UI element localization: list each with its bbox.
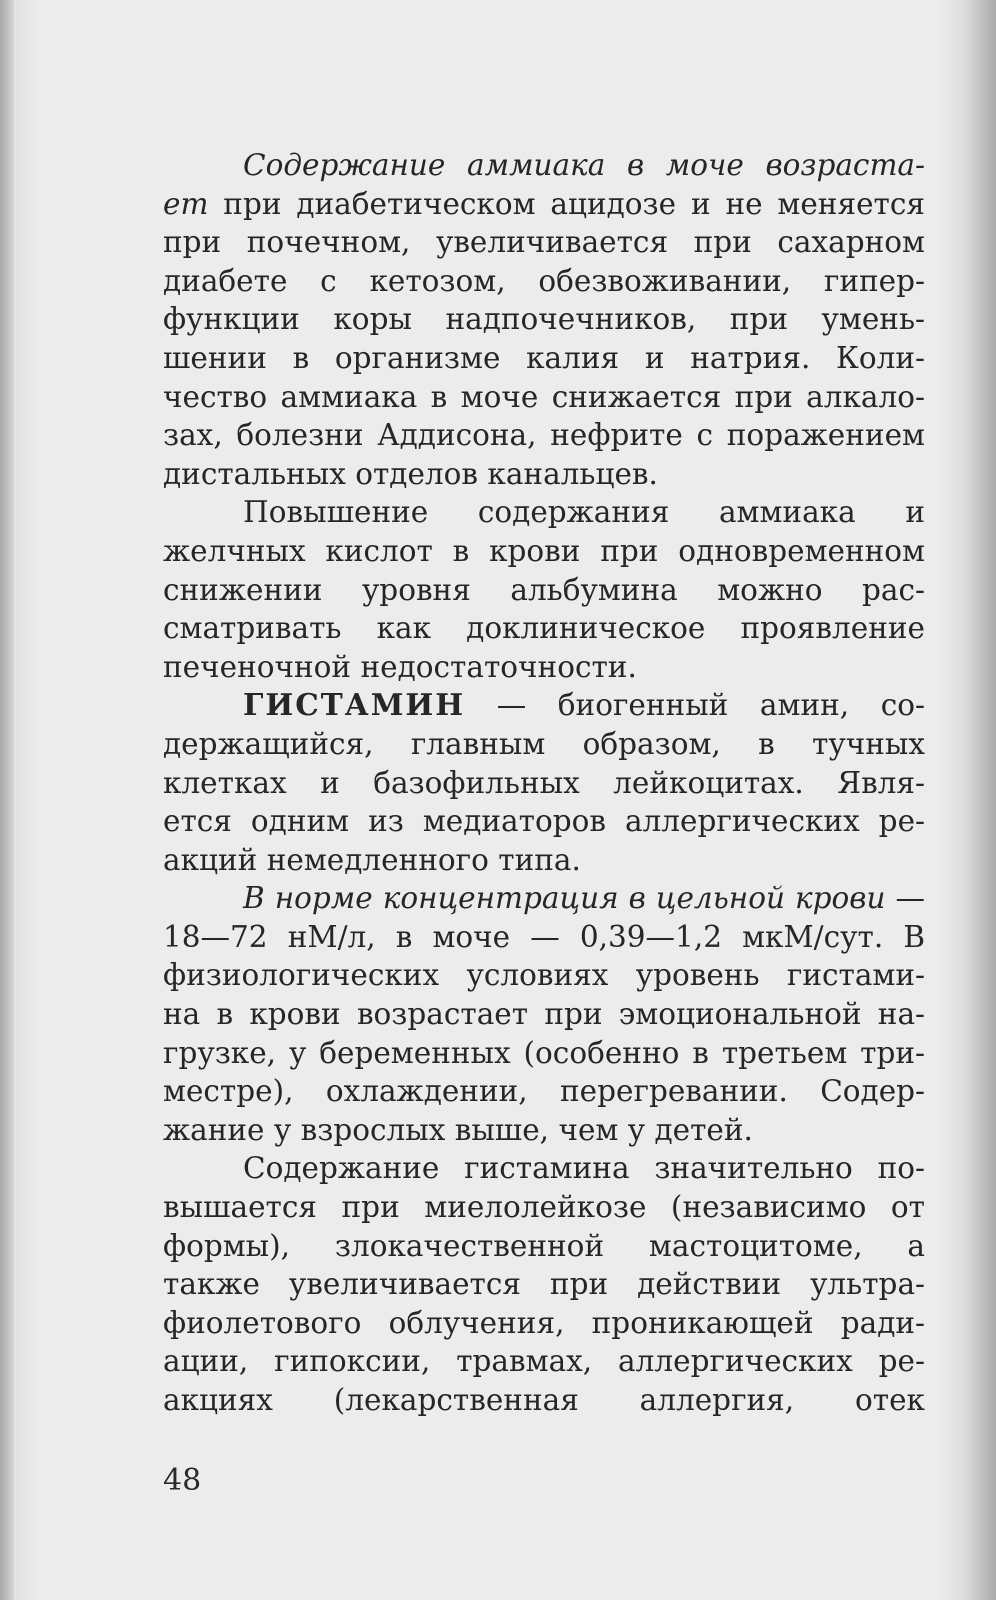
text-run: сматривать как доклиническое проявление xyxy=(163,611,925,646)
text-line xyxy=(163,802,925,841)
text-run: фиолетового облучения, проникающей ради- xyxy=(163,1305,925,1340)
text-run: местре), охлаждении, перегревании. Содер- xyxy=(163,1074,925,1109)
text-run: физиологических условиях уровень гистами- xyxy=(163,958,925,993)
text-line xyxy=(163,1381,925,1420)
text-line xyxy=(163,378,925,417)
text-run: функции коры надпочечников, при умень- xyxy=(163,302,925,337)
text-run: — биогенный амин, со- xyxy=(465,688,925,723)
paragraph xyxy=(163,1149,925,1419)
text-run: дистальных отделов канальцев. xyxy=(163,456,658,491)
text-run: вышается при миелолейкозе (независимо от xyxy=(163,1190,925,1225)
text-line xyxy=(163,1188,925,1227)
text-line xyxy=(163,262,925,301)
italic-text: Содержание аммиака в моче возраста- xyxy=(243,148,925,182)
text-line xyxy=(163,1111,925,1150)
text-run: желчных кислот в крови при одновременном xyxy=(163,533,925,568)
text-run: также увеличивается при действии ультра- xyxy=(163,1267,925,1302)
text-line xyxy=(163,1304,925,1343)
text-line xyxy=(163,185,925,224)
text-line xyxy=(163,648,925,687)
paragraph xyxy=(163,493,925,686)
text-line xyxy=(163,339,925,378)
text-line xyxy=(163,956,925,995)
text-run: при диабетическом ацидозе и не меняется xyxy=(208,186,925,221)
text-line xyxy=(163,764,925,803)
text-line xyxy=(163,532,925,571)
text-run: держащийся, главным образом, в тучных xyxy=(163,726,925,761)
text-run: чество аммиака в моче снижается при алкало- xyxy=(163,379,925,414)
text-run: акций немедленного типа. xyxy=(163,842,581,877)
text-line xyxy=(163,455,925,494)
italic-text: ет xyxy=(163,186,209,221)
text-line xyxy=(163,493,925,532)
text-run: на в крови возрастает при эмоциональной на- xyxy=(163,997,925,1032)
page-gutter-shadow xyxy=(0,0,14,1600)
text-line xyxy=(163,1149,925,1188)
text-line xyxy=(163,300,925,339)
text-run: снижении уровня альбумина можно рас- xyxy=(163,572,925,607)
text-line xyxy=(163,416,925,455)
text-run: клетках и базофильных лейкоцитах. Явля- xyxy=(163,765,925,800)
text-run: акциях (лекарственная аллергия, отек xyxy=(163,1383,925,1417)
text-run: печеночной недостаточности. xyxy=(163,649,637,684)
text-run: при почечном, увеличивается при сахарном xyxy=(163,225,925,260)
text-run: зах, болезни Аддисона, нефрите с поражением xyxy=(163,418,925,453)
text-line xyxy=(163,146,925,185)
italic-text: В норме концентрация в цельной крови — xyxy=(243,881,925,916)
text-line xyxy=(163,995,925,1034)
text-run: Повышение содержания аммиака и xyxy=(243,495,925,530)
text-line xyxy=(163,841,925,880)
text-run: жание у взрослых выше, чем у детей. xyxy=(163,1112,753,1147)
text-line xyxy=(163,1227,925,1266)
text-run: Содержание гистамина значительно по- xyxy=(243,1151,925,1186)
text-line xyxy=(163,1342,925,1381)
text-line xyxy=(163,686,925,725)
page-body-text xyxy=(163,146,925,1420)
text-line xyxy=(163,571,925,610)
text-line xyxy=(163,1034,925,1073)
text-run: 18—72 нМ/л, в моче — 0,39—1,2 мкМ/сут. В xyxy=(163,919,925,954)
paragraph xyxy=(163,146,925,493)
text-line xyxy=(163,1072,925,1111)
text-run: ации, гипоксии, травмах, аллергических ре- xyxy=(163,1344,925,1379)
text-line xyxy=(163,879,925,918)
term-heading: ГИСТАМИН xyxy=(243,687,466,723)
text-line xyxy=(163,725,925,764)
text-run: шении в организме калия и натрия. Коли- xyxy=(163,340,925,375)
text-line xyxy=(163,223,925,262)
text-line xyxy=(163,918,925,957)
text-line xyxy=(163,609,925,648)
text-line xyxy=(163,1265,925,1304)
paragraph xyxy=(163,879,925,1149)
text-run: формы), злокачественной мастоцитоме, а xyxy=(163,1228,925,1263)
text-run: ется одним из медиаторов аллергических ре- xyxy=(163,804,925,839)
text-run: диабете с кетозом, обезвоживании, гипер- xyxy=(163,263,925,298)
page-number: 48 xyxy=(163,1463,202,1498)
paragraph xyxy=(163,686,925,879)
text-run: грузке, у беременных (особенно в третьем три- xyxy=(163,1035,925,1070)
